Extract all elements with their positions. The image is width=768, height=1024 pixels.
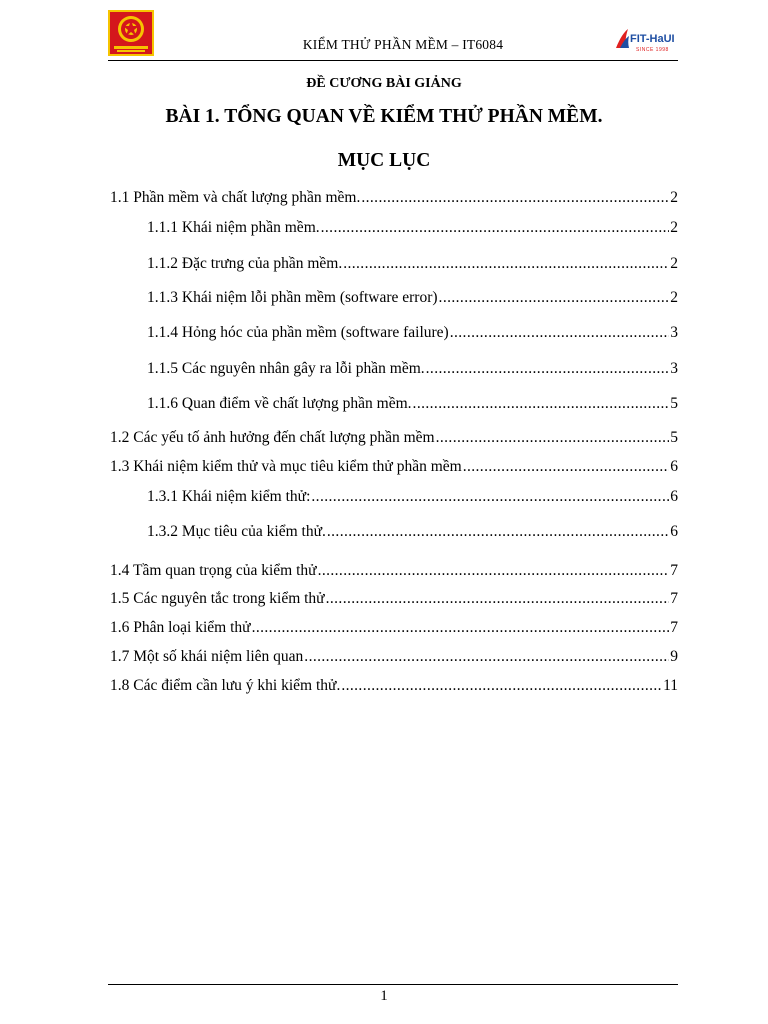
toc-entry-1-5[interactable]: [110, 590, 678, 610]
toc-entry-1-1-3[interactable]: [147, 289, 678, 309]
toc-entry-1-3-1[interactable]: [147, 488, 678, 508]
toc-page-number: 9: [670, 648, 678, 665]
page-header: [108, 8, 678, 61]
toc-entry-title: 1.1.1 Khái niệm phần mềm.: [147, 219, 320, 236]
toc-entry-title: 1.1 Phần mềm và chất lượng phần mềm.: [110, 189, 361, 206]
toc-entry-1-1-4[interactable]: [147, 324, 678, 344]
toc-entry-1-1-2[interactable]: [147, 255, 678, 275]
fit-haui-logo-icon: [614, 26, 678, 54]
lesson-title: BÀI 1. TỔNG QUAN VỀ KIỂM THỬ PHẦN MỀM.: [165, 106, 603, 127]
toc-entry-title: 1.7 Một số khái niệm liên quan: [110, 648, 304, 665]
toc-entry-1-6[interactable]: [110, 619, 678, 639]
toc-page-number: 5: [670, 429, 678, 446]
toc-leader: [326, 590, 670, 608]
toc-page-number: 7: [670, 562, 678, 579]
toc-leader: [361, 189, 669, 207]
toc-entry-1-8[interactable]: [110, 677, 678, 697]
toc-entry-1-2[interactable]: [110, 429, 678, 449]
toc-entry-title: 1.5 Các nguyên tắc trong kiểm thử: [110, 590, 325, 607]
toc-page-number: 11: [663, 677, 678, 694]
toc-entry-title: 1.6 Phân loại kiểm thử: [110, 619, 251, 636]
toc-leader: [341, 677, 662, 695]
toc-page-number: 3: [670, 324, 678, 341]
toc-entry-1-3-2[interactable]: [147, 523, 678, 543]
toc-entry-title: 1.3 Khái niệm kiểm thử và mục tiêu kiểm thử phần mềm: [110, 458, 462, 475]
toc-entry-title: 1.2 Các yếu tố ảnh hưởng đến chất lượng phần mềm: [110, 429, 435, 446]
toc-entry-1-7[interactable]: [110, 648, 678, 668]
fit-logo-subtext: SINCE 1998: [636, 47, 669, 53]
toc-page-number: 2: [670, 189, 678, 206]
toc-entry-title: 1.8 Các điểm cần lưu ý khi kiểm thử.: [110, 677, 341, 694]
toc-page-number: 2: [670, 255, 678, 272]
toc-entry-1-1[interactable]: [110, 189, 678, 209]
fit-logo-text: FIT-HaUI: [630, 33, 675, 45]
toc-leader: [304, 648, 669, 666]
toc-page-number: 7: [670, 619, 678, 636]
toc-leader: [413, 395, 670, 413]
toc-leader: [439, 289, 670, 307]
toc-page-number: 2: [670, 289, 678, 306]
toc-leader: [252, 619, 670, 637]
toc-entry-1-3[interactable]: [110, 458, 678, 478]
toc-page-number: 5: [670, 395, 678, 412]
toc-leader: [426, 360, 670, 378]
toc-leader: [318, 562, 670, 580]
toc-entry-1-1-5[interactable]: [147, 360, 678, 380]
toc-page-number: 6: [670, 488, 678, 505]
toc-entry-title: 1.1.5 Các nguyên nhân gây ra lỗi phần mềm.: [147, 360, 425, 377]
toc-page-number: 3: [670, 360, 678, 377]
toc-entry-title: 1.4 Tầm quan trọng của kiểm thử: [110, 562, 317, 579]
toc-leader: [327, 523, 669, 541]
toc-entry-title: 1.3.2 Mục tiêu của kiểm thử.: [147, 523, 326, 540]
toc-entry-title: 1.3.1 Khái niệm kiểm thử:: [147, 488, 311, 505]
toc-page-number: 2: [670, 219, 678, 236]
toc-leader: [311, 488, 669, 506]
toc-entry-1-1-1[interactable]: [147, 219, 678, 239]
toc-leader: [436, 429, 670, 447]
toc-entry-title: 1.1.6 Quan điểm về chất lượng phần mềm.: [147, 395, 412, 412]
toc-leader: [450, 324, 670, 342]
toc-entry-1-4[interactable]: [110, 562, 678, 582]
footer-divider: [108, 984, 678, 985]
toc-entry-title: 1.1.4 Hỏng hóc của phần mềm (software failure): [147, 324, 449, 341]
toc-page-number: 6: [670, 458, 678, 475]
outline-label: ĐỀ CƯƠNG BÀI GIẢNG: [306, 76, 462, 91]
header-title: KIỂM THỬ PHẦN MỀM – IT6084: [302, 37, 504, 52]
toc-page-number: 6: [670, 523, 678, 540]
toc-heading: MỤC LỤC: [337, 150, 431, 171]
toc-leader: [321, 219, 670, 237]
toc-entry-title: 1.1.3 Khái niệm lỗi phần mềm (software error): [147, 289, 438, 306]
toc-entry-title: 1.1.2 Đặc trưng của phần mềm.: [147, 255, 343, 272]
page-number: 1: [380, 988, 388, 1004]
toc-leader: [463, 458, 670, 476]
toc-leader: [343, 255, 669, 273]
toc-entry-1-1-6[interactable]: [147, 395, 678, 415]
toc-page-number: 7: [670, 590, 678, 607]
